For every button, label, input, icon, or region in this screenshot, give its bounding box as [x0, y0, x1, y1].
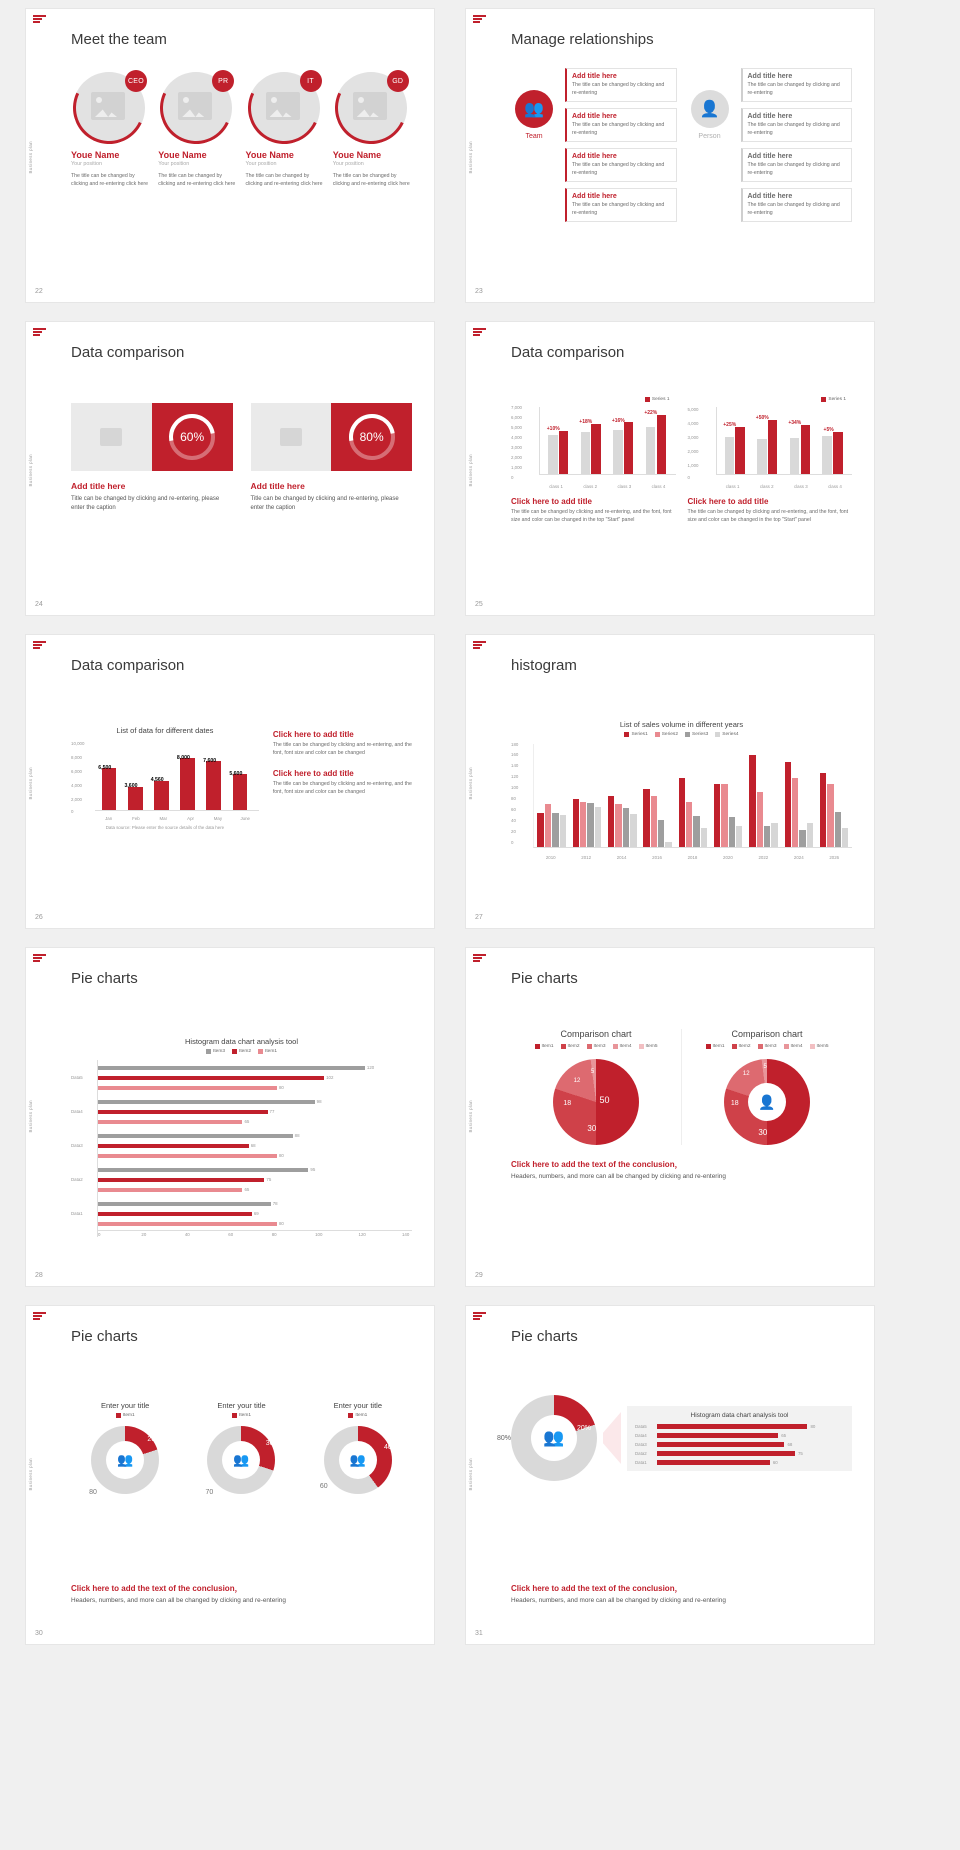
block-text: Title can be changed by clicking and re-entering, please enter the caption	[250, 496, 399, 511]
block-title: Click here to add title	[272, 769, 354, 779]
bar-label: 60	[772, 1459, 778, 1465]
slide-27[interactable]	[465, 634, 875, 929]
slide-body	[511, 1003, 852, 1264]
chart-block[interactable]	[71, 1037, 412, 1237]
callout: +16%	[611, 417, 625, 424]
page-title: Meet the team	[71, 31, 167, 48]
page-title: Pie charts	[511, 970, 578, 987]
slide-page-number: 24	[35, 601, 43, 608]
member-name: Youe Name	[245, 150, 294, 160]
chart-block[interactable]	[688, 397, 853, 524]
conclusion-text: Headers, numbers, and more can all be changed by clicking and re-entering	[71, 1597, 286, 1604]
x-tick: class 4	[828, 484, 842, 489]
image-placeholder-icon	[266, 92, 300, 120]
chart-block[interactable]	[511, 397, 676, 524]
legend-item: Series1	[631, 732, 648, 737]
y-tick: Data5	[71, 1074, 83, 1080]
block-title: Click here to add title	[272, 730, 354, 739]
callout: +5%	[823, 427, 834, 434]
chart-source: Data source: Please enter the source details of the data here	[105, 825, 225, 830]
relationship-card[interactable]	[741, 188, 853, 222]
card-text: The title can be changed by clicking and re-entering	[747, 162, 840, 176]
x-tick: class 1	[549, 484, 563, 489]
donut-block[interactable]	[304, 1401, 412, 1494]
slide-page-number: 30	[35, 1630, 43, 1637]
bar-row	[635, 1460, 844, 1465]
x-tick: June	[240, 816, 250, 821]
relationship-card[interactable]	[565, 188, 677, 222]
people-icon: 👥	[339, 1441, 377, 1479]
donut-rest: 80	[89, 1489, 97, 1496]
card-title: Add title here	[572, 73, 617, 80]
chart-legend	[688, 397, 847, 402]
doughnut-chart	[724, 1059, 810, 1145]
x-tick: 2018	[687, 855, 698, 860]
comparison-block[interactable]	[251, 403, 413, 513]
donut-value: 40	[384, 1444, 392, 1451]
legend-item: Series4	[722, 732, 739, 737]
x-tick: 0	[98, 1232, 101, 1237]
bar-chart: 180 160 140 120 100 80 60 40 20 0 2010 2012 2014 2016 2018 2020 2022 2024 2026	[511, 742, 852, 862]
slide-body	[71, 377, 412, 593]
brand-logo-icon	[33, 328, 46, 338]
slide-body	[511, 64, 852, 280]
avatar	[248, 72, 320, 144]
people-icon: 👥	[222, 1441, 260, 1479]
slide-body	[71, 1003, 412, 1264]
person-label: Person	[698, 133, 721, 140]
x-tick: 2016	[652, 855, 662, 860]
slice-label: 12	[573, 1077, 581, 1084]
bar-label: 7,600	[203, 757, 217, 764]
slide-26[interactable]	[25, 634, 435, 929]
chart-title: Enter your title	[100, 1401, 150, 1410]
doughnut-chart	[91, 1426, 159, 1494]
legend-item: Item2	[567, 1044, 580, 1049]
doughnut-chart	[207, 1426, 275, 1494]
donut-block[interactable]	[187, 1401, 295, 1494]
slide-24[interactable]	[25, 321, 435, 616]
slide-page-number: 28	[35, 1272, 43, 1279]
slide-page-number: 31	[475, 1630, 483, 1637]
y-tick: Data3	[635, 1441, 647, 1447]
donut-value: 30	[265, 1440, 274, 1447]
block-text: The title can be changed by clicking and re-entering, and the font, font size and color can be changed	[272, 742, 412, 756]
legend-item: Item1	[238, 1413, 251, 1418]
chart-legend	[511, 397, 670, 402]
legend-item: Item2	[239, 1049, 251, 1054]
avatar	[160, 72, 232, 144]
x-tick: 60	[228, 1232, 234, 1237]
y-tick: Data4	[71, 1108, 83, 1114]
block-title: Add title here	[250, 481, 305, 491]
donut-value: 20	[147, 1436, 156, 1443]
conclusion-title: Click here to add the text of the conclusion，	[511, 1160, 683, 1169]
slide-page-number: 23	[475, 288, 483, 295]
slide-page-number: 27	[475, 914, 483, 921]
y-tick: Data3	[71, 1142, 83, 1148]
people-icon: 👥	[531, 1415, 577, 1461]
legend-item: Item4	[790, 1044, 803, 1049]
team-node[interactable]	[511, 64, 557, 222]
member-position: Your position	[332, 161, 364, 167]
chart-title: Enter your title	[217, 1401, 266, 1410]
relationship-card[interactable]	[565, 148, 677, 182]
image-placeholder-icon	[178, 92, 212, 120]
legend-item: Item3	[593, 1044, 606, 1049]
page-title: Pie charts	[71, 970, 138, 987]
legend-item: Series3	[692, 732, 709, 737]
slice-label: 30	[587, 1124, 597, 1134]
brand-logo-icon	[33, 1312, 46, 1322]
team-row	[71, 64, 412, 188]
member-name: Youe Name	[332, 150, 382, 160]
slide-body	[71, 1361, 412, 1622]
bar-chart: 10,000 8,000 6,000 4,000 2,000 0 6,500 3,600 4,560 8,000 7,600 5,600 Jan Feb Mar Apr May June	[71, 741, 259, 823]
callout: +50%	[755, 415, 769, 422]
bar-chart: 7,000 6,000 5,000 4,000 3,000 2,000 1,000 0 +10% +18% +16% +22% class 1 class 2 class 3 class 4	[511, 405, 676, 483]
team-member[interactable]	[333, 64, 412, 188]
x-tick: class 2	[759, 484, 774, 489]
page-title: histogram	[511, 657, 577, 674]
card-text: The title can be changed by clicking and re-entering	[747, 122, 840, 136]
x-tick: 100	[315, 1232, 323, 1237]
slide-sidebar-label: Business plan	[468, 1100, 473, 1133]
x-tick: 2026	[829, 855, 840, 860]
brand-logo-icon	[473, 641, 486, 651]
x-tick: class 4	[651, 484, 666, 489]
slide-sidebar-label: Business plan	[28, 766, 33, 800]
y-tick: Data5	[635, 1423, 647, 1429]
progress-value: 80%	[349, 414, 395, 460]
page-title: Manage relationships	[511, 31, 654, 48]
member-position: Your position	[158, 161, 190, 167]
chart-caption-title: Click here to add title	[687, 497, 769, 506]
chart-caption-title: Click here to add title	[511, 497, 592, 506]
chart-block[interactable]	[71, 726, 259, 830]
page-title: Data comparison	[511, 344, 625, 361]
chart-title: List of data for different dates	[116, 726, 214, 735]
member-description: The title can be changed by clicking and re-entering click here	[158, 173, 236, 187]
conclusion-title: Click here to add the text of the conclusion，	[511, 1584, 683, 1593]
role-badge: IT	[300, 70, 322, 92]
role-badge: GD	[387, 70, 409, 92]
chart-title: Comparison chart	[560, 1029, 632, 1039]
block-title: Add title here	[71, 481, 126, 491]
x-tick: 40	[184, 1232, 190, 1237]
legend-item: Item1	[122, 1413, 135, 1418]
card-title: Add title here	[747, 113, 793, 121]
y-tick: Data2	[71, 1176, 83, 1182]
x-tick: Mar	[159, 816, 168, 821]
image-placeholder-icon	[353, 92, 387, 120]
slide-28[interactable]	[25, 947, 435, 1287]
slice-label: 5	[590, 1069, 595, 1076]
legend-item: Item2	[738, 1044, 751, 1049]
x-tick: 2014	[616, 855, 627, 860]
bar-label: 8,000	[176, 755, 190, 762]
image-placeholder-icon	[71, 403, 152, 471]
slide-page-number: 26	[35, 914, 43, 921]
card-text: The title can be changed by clicking and re-entering	[747, 202, 840, 216]
slice-label: 30	[758, 1127, 768, 1137]
role-badge: PR	[212, 70, 234, 92]
card-title: Add title here	[747, 73, 793, 80]
slide-22[interactable]	[25, 8, 435, 303]
bar-label: 5,600	[229, 771, 243, 778]
block-text: Title can be changed by clicking and re-entering, please enter the caption	[71, 496, 220, 511]
y-tick: Data1	[71, 1210, 83, 1216]
card-text: The title can be changed by clicking and re-entering	[572, 82, 665, 96]
team-member[interactable]	[246, 64, 325, 188]
legend-item: Item4	[619, 1044, 632, 1049]
slide-sidebar-label: Business plan	[28, 1458, 33, 1491]
relationship-diagram	[511, 64, 852, 222]
card-text: The title can be changed by clicking and re-entering	[747, 82, 840, 96]
slide-body	[511, 690, 852, 906]
y-tick: Data1	[635, 1459, 647, 1465]
chart-title: Enter your title	[333, 1401, 382, 1410]
x-tick: 2010	[545, 855, 556, 860]
relationship-card[interactable]	[741, 108, 853, 142]
team-label: Team	[525, 133, 543, 140]
x-tick: 80	[271, 1232, 277, 1237]
bar-label: 3,600	[124, 783, 138, 790]
person-icon: 👤	[748, 1083, 786, 1121]
bar-label: 4,560	[150, 777, 164, 784]
callout: +18%	[579, 419, 593, 426]
chart-legend	[71, 1049, 412, 1054]
brand-logo-icon	[473, 15, 486, 25]
member-description: The title can be changed by clicking and re-entering click here	[332, 173, 410, 187]
bar-row	[635, 1433, 844, 1438]
conclusion-text: Headers, numbers, and more can all be changed by clicking and re-entering	[511, 1597, 726, 1604]
x-tick: May	[213, 816, 223, 821]
card-title: Add title here	[572, 193, 617, 201]
card-title: Add title here	[572, 153, 617, 161]
slide-page-number: 29	[475, 1272, 483, 1279]
x-tick: 2022	[758, 855, 769, 860]
brand-logo-icon	[33, 954, 46, 964]
slide-sidebar-label: Business plan	[468, 1458, 473, 1491]
member-position: Your position	[71, 161, 102, 167]
legend-item: Item3	[213, 1049, 225, 1054]
donut-block[interactable]	[71, 1401, 179, 1494]
slide-page-number: 22	[35, 288, 43, 295]
callout: +34%	[788, 419, 802, 426]
legend-item: Item1	[541, 1044, 554, 1049]
bar-label: 68	[787, 1441, 793, 1447]
donut-rest: 80%	[497, 1435, 512, 1442]
progress-donut	[152, 403, 233, 471]
slide-body	[497, 1361, 852, 1622]
bar-label: 65	[781, 1432, 787, 1438]
slide-sidebar-label: Business plan	[28, 1100, 33, 1133]
block-text: The title can be changed by clicking and re-entering, and the font, font size and color can be changed	[272, 781, 412, 795]
relationship-group-person	[687, 64, 853, 222]
card-text: The title can be changed by clicking and re-entering	[572, 162, 665, 176]
chart-block[interactable]	[511, 1029, 682, 1145]
card-title: Add title here	[572, 113, 617, 121]
slide-sidebar-label: Business plan	[28, 140, 33, 174]
member-name: Youe Name	[158, 150, 207, 160]
horizontal-bar-chart: Data5 Data4 Data3 Data2 Data1 120 102 80 98 77 65 88 68 80 95 75 65 78 69 80 0 20 40 60 80 100 120 140	[71, 1060, 412, 1237]
legend-item: Series 1	[651, 397, 670, 402]
brand-logo-icon	[33, 641, 46, 651]
bar-row	[635, 1424, 844, 1429]
chart-legend	[511, 1044, 681, 1049]
member-position: Your position	[245, 161, 277, 167]
x-tick: 2012	[581, 855, 592, 860]
chart-legend	[511, 732, 852, 737]
progress-donut	[331, 403, 412, 471]
x-tick: Jan	[105, 816, 113, 821]
slide-29[interactable]	[465, 947, 875, 1287]
chart-caption-text: The title can be changed by clicking and re-entering, and the font, font size and color can be changed in the top "Start" panel	[511, 509, 672, 523]
image-placeholder-icon	[251, 403, 332, 471]
callout: +22%	[644, 410, 658, 417]
x-tick: class 1	[725, 484, 740, 489]
brand-logo-icon	[473, 1312, 486, 1322]
chart-legend	[682, 1044, 852, 1049]
legend-item: Item1	[355, 1413, 368, 1418]
x-tick: 2024	[793, 855, 804, 860]
x-tick: Apr	[187, 816, 195, 821]
chart-title: Comparison chart	[731, 1029, 803, 1039]
member-description: The title can be changed by clicking and re-entering click here	[71, 173, 148, 187]
avatar	[73, 72, 145, 144]
comparison-block[interactable]	[71, 403, 233, 513]
chart-title: Histogram data chart analysis tool	[690, 1411, 789, 1419]
bar-chart: 5,000 4,000 3,000 2,000 1,000 0 +25% +50% +34% +5% class 1 class 2 class 3 class 4	[688, 405, 853, 483]
pie-chart	[553, 1059, 639, 1145]
relationship-group-team	[511, 64, 677, 222]
slide-25[interactable]	[465, 321, 875, 616]
relationship-card[interactable]	[565, 68, 677, 102]
x-tick: 120	[358, 1232, 366, 1237]
page-title: Pie charts	[511, 1328, 578, 1345]
y-tick: Data4	[635, 1432, 647, 1438]
slice-label: 18	[730, 1100, 739, 1108]
slide-sidebar-label: Business plan	[28, 453, 33, 487]
people-icon: 👥	[106, 1441, 144, 1479]
card-title: Add title here	[747, 153, 793, 161]
text-column	[273, 726, 412, 830]
relationship-card[interactable]	[741, 68, 853, 102]
avatar	[335, 72, 407, 144]
slide-31[interactable]	[465, 1305, 875, 1645]
progress-value: 60%	[169, 414, 215, 460]
doughnut-chart	[319, 1426, 392, 1494]
brand-logo-icon	[473, 954, 486, 964]
chart-block[interactable]	[511, 720, 852, 862]
legend-item: Series2	[661, 732, 678, 737]
doughnut-chart[interactable]	[497, 1395, 597, 1481]
legend-item: Series 1	[828, 397, 846, 402]
member-name: Youe Name	[71, 150, 120, 160]
team-icon: 👥	[515, 90, 553, 128]
relationship-card[interactable]	[565, 108, 677, 142]
legend-item: Item3	[764, 1044, 777, 1049]
slide-30[interactable]	[25, 1305, 435, 1645]
x-tick: class 3	[617, 484, 632, 489]
slide-sidebar-label: Business plan	[468, 453, 473, 487]
member-description: The title can be changed by clicking and re-entering click here	[245, 173, 323, 187]
card-text: The title can be changed by clicking and re-entering	[572, 122, 665, 136]
legend-item: Item5	[645, 1044, 658, 1049]
bar-label: 80	[810, 1423, 816, 1429]
slide-sidebar-label: Business plan	[468, 766, 473, 800]
legend-item: Item1	[712, 1044, 725, 1049]
chart-caption-text: The title can be changed by clicking and re-entering, and the font, font size and color can be changed in the top "Start" panel	[687, 509, 849, 523]
page-title: Data comparison	[71, 657, 185, 674]
slice-label: 18	[563, 1100, 572, 1108]
callout: +10%	[546, 425, 560, 432]
donut-rest: 60	[319, 1483, 328, 1490]
card-text: The title can be changed by clicking and re-entering	[572, 202, 665, 216]
slice-label: 5	[763, 1064, 767, 1071]
chart-block[interactable]	[682, 1029, 852, 1145]
donut-rest: 70	[205, 1489, 214, 1496]
slice-label: 50	[599, 1095, 610, 1106]
bar-label: 75	[797, 1450, 803, 1456]
bar-label: 6,500	[98, 765, 112, 772]
x-tick: 140	[401, 1232, 410, 1237]
chart-title: List of sales volume in different years	[619, 720, 744, 729]
conclusion-title: Click here to add the text of the conclusion，	[71, 1584, 243, 1593]
person-icon: 👤	[691, 90, 729, 128]
x-tick: 20	[141, 1232, 147, 1237]
x-tick: class 3	[793, 484, 808, 489]
chart-block[interactable]	[627, 1406, 852, 1471]
donut-value: 20%	[576, 1425, 591, 1432]
y-tick: Data2	[635, 1450, 647, 1456]
slide-body	[71, 64, 412, 280]
person-node[interactable]	[687, 64, 733, 222]
conclusion-text: Headers, numbers, and more can all be changed by clicking and re-entering	[511, 1173, 726, 1180]
brand-logo-icon	[473, 328, 486, 338]
slide-23[interactable]	[465, 8, 875, 303]
legend-item: Item1	[265, 1049, 277, 1054]
image-placeholder-icon	[91, 92, 125, 120]
bar-row	[635, 1451, 844, 1456]
card-title: Add title here	[747, 193, 793, 201]
legend-item: Item5	[816, 1044, 829, 1049]
slice-label: 50	[775, 1095, 786, 1106]
team-member[interactable]	[158, 64, 237, 188]
chart-title: Histogram data chart analysis tool	[185, 1037, 298, 1046]
slide-sidebar-label: Business plan	[468, 140, 473, 174]
brand-logo-icon	[33, 15, 46, 25]
page-title: Data comparison	[71, 344, 185, 361]
funnel-connector	[603, 1412, 621, 1464]
x-tick: 2020	[723, 855, 733, 860]
slide-body	[511, 377, 852, 593]
page-title: Pie charts	[71, 1328, 138, 1345]
callout: +25%	[723, 421, 737, 428]
team-member[interactable]	[71, 64, 150, 188]
x-tick: class 2	[583, 484, 598, 489]
slide-body	[71, 690, 412, 906]
x-tick: Feb	[132, 816, 140, 821]
relationship-card[interactable]	[741, 148, 853, 182]
role-badge: CEO	[125, 70, 147, 92]
slide-page-number: 25	[475, 601, 483, 608]
bar-row	[635, 1442, 844, 1447]
slice-label: 12	[742, 1071, 750, 1078]
